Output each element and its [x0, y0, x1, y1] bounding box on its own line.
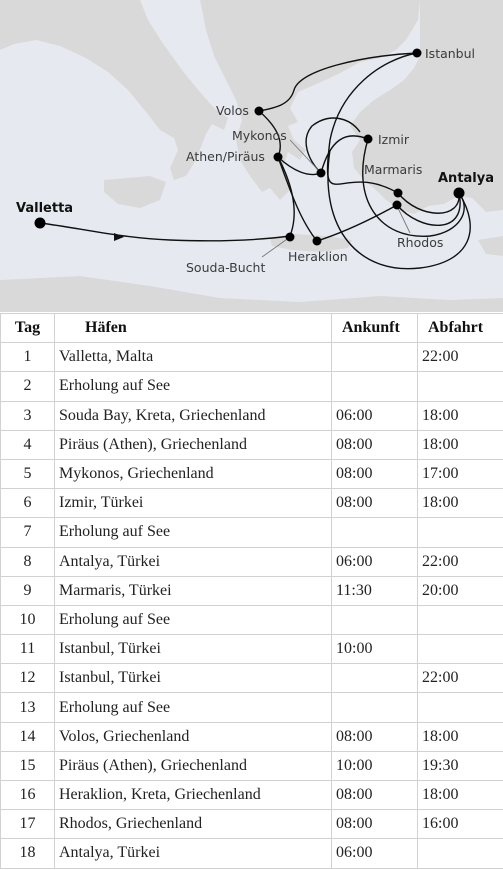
port-cell: Marmaris, Türkei	[55, 576, 332, 605]
arrival-cell: 06:00	[332, 839, 418, 868]
departure-cell: 18:00	[418, 722, 503, 751]
label-valletta: Valletta	[16, 201, 74, 216]
arrival-cell	[332, 343, 418, 372]
departure-cell	[418, 693, 503, 722]
departure-cell: 22:00	[418, 343, 503, 372]
table-row	[1, 518, 503, 547]
port-cell: Izmir, Türkei	[55, 489, 332, 518]
arrival-cell: 08:00	[332, 810, 418, 839]
departure-cell: 16:00	[418, 810, 503, 839]
label-marmaris: Marmaris	[364, 162, 423, 177]
port-cell: Mykonos, Griechenland	[55, 459, 332, 488]
arrival-cell: 08:00	[332, 489, 418, 518]
marker-marmaris	[394, 189, 403, 198]
marker-mykonos	[317, 169, 326, 178]
day-cell: 5	[1, 459, 55, 488]
route-map	[0, 0, 503, 312]
table-row	[1, 751, 503, 780]
table-row	[1, 839, 503, 868]
departure-cell: 22:00	[418, 547, 503, 576]
departure-cell: 18:00	[418, 430, 503, 459]
table-row	[1, 343, 503, 372]
marker-heraklion	[313, 237, 322, 246]
port-cell: Erholung auf See	[55, 518, 332, 547]
marker-athen	[274, 153, 283, 162]
table-header-row	[1, 314, 503, 343]
day-cell: 6	[1, 489, 55, 518]
label-heraklion: Heraklion	[288, 249, 348, 264]
departure-cell: 22:00	[418, 664, 503, 693]
day-cell: 3	[1, 401, 55, 430]
departure-cell	[418, 635, 503, 664]
table-row	[1, 430, 503, 459]
table-row	[1, 605, 503, 634]
marker-valletta	[35, 218, 46, 229]
label-souda: Souda-Bucht	[186, 260, 266, 275]
port-cell: Piräus (Athen), Griechenland	[55, 430, 332, 459]
port-cell: Antalya, Türkei	[55, 547, 332, 576]
arrival-cell: 08:00	[332, 781, 418, 810]
arrival-cell: 10:00	[332, 751, 418, 780]
marker-volos	[255, 107, 264, 116]
arrival-cell	[332, 664, 418, 693]
table-row	[1, 693, 503, 722]
day-cell: 11	[1, 635, 55, 664]
table-row	[1, 722, 503, 751]
table-row	[1, 781, 503, 810]
arrival-cell: 11:30	[332, 576, 418, 605]
arrival-cell: 08:00	[332, 430, 418, 459]
day-cell: 8	[1, 547, 55, 576]
port-cell: Erholung auf See	[55, 372, 332, 401]
header-port: Häfen	[55, 314, 332, 343]
arrival-cell: 08:00	[332, 722, 418, 751]
port-cell: Istanbul, Türkei	[55, 664, 332, 693]
marker-rhodos	[393, 201, 402, 210]
label-athen: Athen/Piräus	[186, 149, 265, 164]
port-cell: Rhodos, Griechenland	[55, 810, 332, 839]
day-cell: 7	[1, 518, 55, 547]
day-cell: 10	[1, 605, 55, 634]
day-cell: 1	[1, 343, 55, 372]
table-row	[1, 810, 503, 839]
table-row	[1, 489, 503, 518]
header-day: Tag	[1, 314, 55, 343]
port-cell: Volos, Griechenland	[55, 722, 332, 751]
arrival-cell	[332, 518, 418, 547]
departure-cell: 18:00	[418, 489, 503, 518]
marker-izmir	[364, 135, 373, 144]
marker-istanbul	[413, 49, 422, 58]
day-cell: 17	[1, 810, 55, 839]
table-row	[1, 547, 503, 576]
departure-cell	[418, 605, 503, 634]
arrival-cell: 08:00	[332, 459, 418, 488]
departure-cell: 19:30	[418, 751, 503, 780]
arrival-cell	[332, 693, 418, 722]
departure-cell	[418, 372, 503, 401]
header-arrival: Ankunft	[332, 314, 418, 343]
port-cell: Erholung auf See	[55, 605, 332, 634]
marker-antalya	[454, 188, 465, 199]
port-cell: Erholung auf See	[55, 693, 332, 722]
table-row	[1, 372, 503, 401]
day-cell: 18	[1, 839, 55, 868]
itinerary-table	[0, 313, 503, 869]
table-row	[1, 459, 503, 488]
port-cell: Istanbul, Türkei	[55, 635, 332, 664]
table-row	[1, 664, 503, 693]
day-cell: 15	[1, 751, 55, 780]
table-row	[1, 576, 503, 605]
label-rhodos: Rhodos	[397, 235, 444, 250]
day-cell: 9	[1, 576, 55, 605]
port-cell: Piräus (Athen), Griechenland	[55, 751, 332, 780]
departure-cell	[418, 518, 503, 547]
header-departure: Abfahrt	[418, 314, 503, 343]
table-row	[1, 401, 503, 430]
label-antalya: Antalya	[438, 171, 495, 186]
port-cell: Antalya, Türkei	[55, 839, 332, 868]
label-izmir: Izmir	[378, 132, 410, 147]
label-istanbul: Istanbul	[425, 46, 476, 61]
arrival-cell: 06:00	[332, 547, 418, 576]
day-cell: 2	[1, 372, 55, 401]
day-cell: 16	[1, 781, 55, 810]
day-cell: 14	[1, 722, 55, 751]
label-mykonos: Mykonos	[232, 128, 287, 143]
marker-souda	[286, 233, 295, 242]
arrival-cell	[332, 372, 418, 401]
port-cell: Heraklion, Kreta, Griechenland	[55, 781, 332, 810]
port-cell: Souda Bay, Kreta, Griechenland	[55, 401, 332, 430]
departure-cell	[418, 839, 503, 868]
label-volos: Volos	[216, 103, 249, 118]
departure-cell: 18:00	[418, 781, 503, 810]
arrival-cell	[332, 605, 418, 634]
departure-cell: 18:00	[418, 401, 503, 430]
day-cell: 4	[1, 430, 55, 459]
departure-cell: 20:00	[418, 576, 503, 605]
day-cell: 13	[1, 693, 55, 722]
day-cell: 12	[1, 664, 55, 693]
port-cell: Valletta, Malta	[55, 343, 332, 372]
departure-cell: 17:00	[418, 459, 503, 488]
arrival-cell: 10:00	[332, 635, 418, 664]
table-row	[1, 635, 503, 664]
arrival-cell: 06:00	[332, 401, 418, 430]
